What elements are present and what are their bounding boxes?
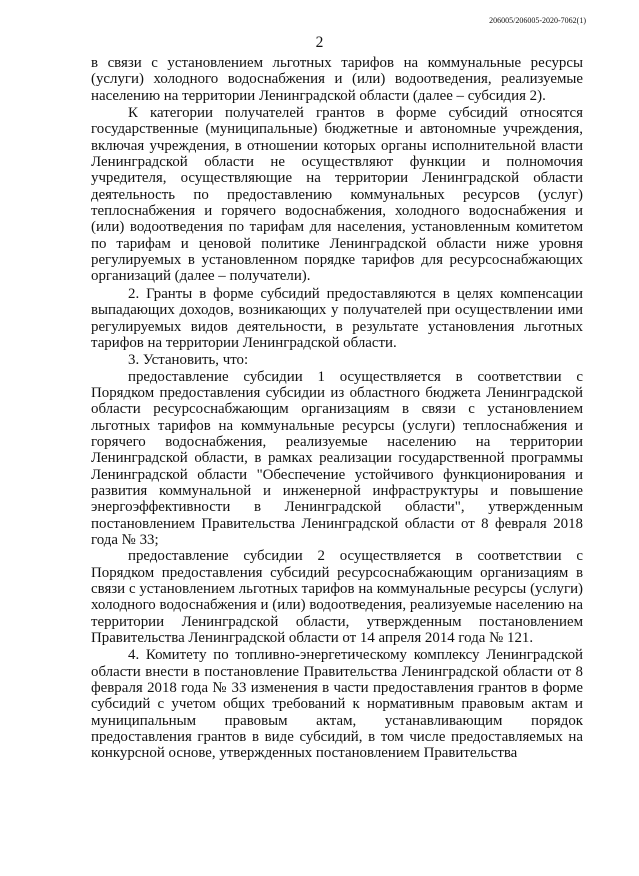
paragraph-subsidy-2-continuation: в связи с установлением льготных тарифов на коммунальные ресурсы (услуги) холодного водоснабжения и (или) водоотведения, реализуемые населению на территории Ленинградской области (далее – субсидия 2). bbox=[91, 55, 583, 104]
paragraph-item-4: 4. Комитету по топливно-энергетическому комплексу Ленинградской области внести в постановление Правительства Ленинградской области от 8 февраля 2018 года № 33 изменения в части предоставления грантов в форме субсидий с учетом общих требований к нормативным правовым актам и муниципальным правовым актам, устанавливающим порядок предоставления грантов в виде субсидий, в том числе предоставляемых на конкурсной основе, утвержденных постановлением Правительства bbox=[91, 647, 583, 762]
paragraph-item-2: 2. Гранты в форме субсидий предоставляются в целях компенсации выпадающих доходов, возникающих у получателей при осуществлении ими регулируемых видов деятельности, в результате установления льготных тарифов на территории Ленинградской области. bbox=[91, 285, 583, 351]
document-body bbox=[91, 55, 583, 762]
page-number: 2 bbox=[315, 34, 324, 51]
document-id: 206005/206005-2020-7062(1) bbox=[489, 16, 586, 25]
paragraph-grant-recipients: К категории получателей грантов в форме субсидий относятся государственные (муниципальные) бюджетные и автономные учреждения, включая учреждения, в отношении которых органы исполнительной власти Ленинградской области не осуществляют функции и полномочия учредителя, осуществляющие на территории Ленинградской области деятельность по предоставлению коммунальных ресурсов (услуг) теплоснабжения и горячего водоснабжения, холодного водоснабжения и (или) водоотведения по тарифам для населения, установленным комитетом по тарифам и ценовой политике Ленинградской области ниже уровня регулируемых в установленном порядке тарифов для ресурсоснабжающих организаций (далее – получатели). bbox=[91, 105, 583, 285]
paragraph-item-3: 3. Установить, что: bbox=[128, 352, 249, 369]
paragraph-subsidy-2-procedure: предоставление субсидии 2 осуществляется в соответствии с Порядком предоставления субсидий ресурсоснабжающим организациям в связи с установлением льготных тарифов на коммунальные ресурсы (услуги) холодного водоснабжения и (или) водоотведения, реализуемые населению на территории Ленинградской области, утвержденным постановлением Правительства Ленинградской области от 14 апреля 2014 года № 121. bbox=[91, 548, 583, 647]
paragraph-subsidy-1-procedure: предоставление субсидии 1 осуществляется в соответствии с Порядком предоставления субсидии из областного бюджета Ленинградской области ресурсоснабжающим организациям в связи с установлением льготных тарифов на коммунальные ресурсы (услуги) теплоснабжения и горячего водоснабжения, реализуемые населению на территории Ленинградской области, в рамках реализации государственной программы Ленинградской области "Обеспечение устойчивого функционирования и развития коммунальной и инженерной инфраструктуры и повышение энергоэффективности в Ленинградской области", утвержденным постановлением Правительства Ленинградской области от 8 февраля 2018 года № 33; bbox=[91, 368, 583, 548]
